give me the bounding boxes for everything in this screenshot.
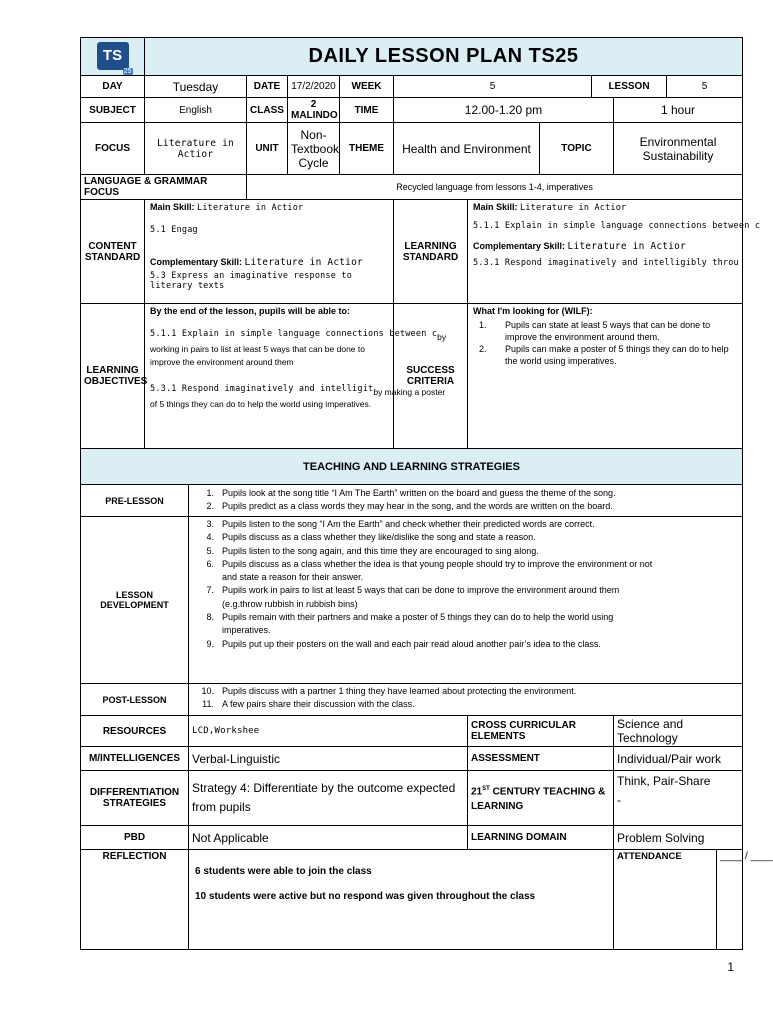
time-value: 12.00-1.20 pm (394, 98, 614, 123)
logo (81, 38, 145, 76)
wilf-heading: What I'm looking for (WILF): (473, 306, 593, 316)
cs-comp-value: Literature in Actior (244, 257, 363, 268)
duration-value: 1 hour (614, 98, 743, 123)
unit-value: Non-Textbook Cycle (288, 123, 340, 175)
list-item-continuation: (e.g.throw rubbish in rubbish bins) (222, 598, 358, 609)
cs-main-label: Main Skill: (150, 202, 195, 212)
wilf-item: Pupils can state at least 5 ways that can be done to improve the environment around them. (505, 320, 711, 342)
mi-value: Verbal-Linguistic (189, 747, 468, 771)
list-item: 9. Pupils put up their posters on the wall and each pair read aloud another pair’s idea to the class. (206, 638, 601, 649)
attendance-label: ATTENDANCE (614, 850, 717, 950)
list-item: 5. Pupils listen to the song again, and this time they are encouraged to sing along. (206, 545, 539, 556)
lesson-development-cell (189, 517, 743, 684)
list-item: 4. Pupils discuss as a class whether they like/dislike the song and state a reason. (206, 532, 536, 543)
list-item: 2. Pupils predict as a class words they may hear in the song, and the words are written on the board. (206, 501, 613, 512)
learning-objectives-label: LEARNING OBJECTIVES (81, 304, 145, 449)
ls-main-value: Literature in Actior (520, 203, 627, 213)
differentiation-label: DIFFERENTIATION STRATEGIES (81, 771, 189, 826)
learning-domain-value: Problem Solving (614, 826, 743, 850)
ls-comp-value: Literature in Actior (567, 241, 686, 252)
assessment-label: ASSESSMENT (468, 747, 614, 771)
theme-label: THEME (340, 123, 394, 175)
post-lesson-label: POST-LESSON (81, 684, 189, 716)
list-item: 1. Pupils look at the song title “I Am The Earth” written on the board and guess the theme of the song. (206, 488, 616, 498)
strategies-header: TEACHING AND LEARNING STRATEGIES (81, 449, 743, 485)
ls-main-label: Main Skill: (473, 202, 518, 212)
topic-value: Environmental Sustainability (614, 123, 743, 175)
subject-value: English (145, 98, 247, 123)
page-number: 1 (727, 960, 734, 974)
resources-label: RESOURCES (81, 716, 189, 747)
pbd-value: Not Applicable (189, 826, 468, 850)
ls-main-text: 5.1.1 Explain in simple language connections between c (473, 221, 761, 231)
lo-obj1-c: working in pairs to list at least 5 ways that can be done to improve the environment around them (150, 344, 365, 367)
content-standard-label: CONTENT STANDARD (81, 200, 145, 304)
lo-obj2-a: 5.3.1 Respond imaginatively and intelligit (150, 384, 374, 394)
list-item: 3. Pupils listen to the song “I Am the Earth” and check whether their predicted words are correct. (206, 519, 595, 529)
page-title: DAILY LESSON PLAN TS25 (145, 38, 743, 76)
reflection-line: 10 students were active but no respond was given throughout the class (195, 891, 536, 902)
logo-mark: TS (97, 42, 129, 70)
cs-main-text: 5.1 Engag (150, 225, 198, 235)
reflection-label: REFLECTION (81, 850, 189, 950)
mi-label: M/INTELLIGENCES (81, 747, 189, 771)
list-item: 11. A few pairs share their discussion with the class. (202, 699, 415, 710)
lang-focus-value: Recycled language from lessons 1-4, imperatives (247, 175, 743, 200)
class-value: 2 MALINDO (288, 98, 340, 123)
lo-obj1-a: 5.1.1 Explain in simple language connections between c (150, 329, 438, 339)
lesson-development-label: LESSON DEVELOPMENT (81, 517, 189, 684)
lo-intro: By the end of the lesson, pupils will be able to: (150, 306, 351, 316)
learning-standard-cell (468, 200, 761, 304)
day-label: DAY (81, 76, 145, 98)
lesson-value: 5 (667, 76, 743, 98)
learning-domain-label: LEARNING DOMAIN (468, 826, 614, 850)
unit-label: UNIT (247, 123, 288, 175)
lo-obj2-c: of 5 things they can do to help the world using imperatives. (150, 399, 372, 409)
c21-value: Think, Pair-Share - (614, 771, 743, 826)
wilf-item: Pupils can make a poster of 5 things they can do to help the world using imperatives. (505, 344, 729, 366)
pre-lesson-cell (189, 485, 743, 517)
pre-lesson-label: PRE-LESSON (81, 485, 189, 517)
week-value: 5 (394, 76, 592, 98)
cs-comp-text: 5.3 Express an imaginative response to literary texts (150, 271, 353, 291)
lo-obj1-b: by (437, 332, 447, 342)
attendance-value: ____ / ____ (717, 850, 743, 950)
post-lesson-cell (189, 684, 743, 716)
lesson-plan-page (80, 37, 773, 950)
lo-obj2-b: by making a poster (373, 387, 446, 397)
learning-standard-label: LEARNING STANDARD (394, 200, 468, 304)
topic-label: TOPIC (540, 123, 614, 175)
differentiation-value: Strategy 4: Differentiate by the outcome expected from pupils (189, 771, 468, 826)
cs-main-value: Literature in Actior (197, 203, 304, 213)
ls-comp-label: Complementary Skill: (473, 241, 566, 251)
resources-value: LCD,Workshee (189, 716, 468, 747)
logo-sub: 25 (123, 67, 132, 75)
lesson-plan-table (80, 37, 773, 950)
ls-comp-text: 5.3.1 Respond imaginatively and intelligibly throu (473, 258, 739, 268)
content-standard-cell (145, 200, 394, 304)
week-label: WEEK (340, 76, 394, 98)
reflection-cell (189, 850, 614, 950)
day-value: Tuesday (145, 76, 247, 98)
cce-value: Science and Technology (614, 716, 743, 747)
success-criteria-cell: What I'm looking for (WILF): 1. Pupils can state at least 5 ways that can be done to improve the environment around them. 2. Pupils can make a poster of 5 things they can do to help the world using imperatives. (468, 304, 743, 449)
list-item-continuation: and state a reason for their answer. (222, 572, 364, 583)
success-criteria-label: SUCCESS CRITERIA (394, 304, 468, 449)
assessment-value: Individual/Pair work (614, 747, 743, 771)
lang-focus-label: LANGUAGE & GRAMMAR FOCUS (81, 175, 247, 200)
list-item: 7. Pupils work in pairs to list at least 5 ways that can be done to improve the environment around them (206, 585, 620, 596)
list-item-continuation: imperatives. (222, 625, 271, 636)
reflection-line: 6 students were able to join the class (195, 866, 372, 877)
c21-label: 21ST CENTURY TEACHING & LEARNING (468, 771, 614, 826)
theme-value: Health and Environment (394, 123, 540, 175)
lesson-label: LESSON (592, 76, 667, 98)
date-label: DATE (247, 76, 288, 98)
subject-label: SUBJECT (81, 98, 145, 123)
list-item: 6. Pupils discuss as a class whether the idea is that young people should try to improve the environment or not (206, 558, 653, 569)
time-label: TIME (340, 98, 394, 123)
focus-value: Literature in Actior (145, 123, 247, 175)
class-label: CLASS (247, 98, 288, 123)
focus-label: FOCUS (81, 123, 145, 175)
pbd-label: PBD (81, 826, 189, 850)
date-value: 17/2/2020 (288, 76, 340, 98)
cs-comp-label: Complementary Skill: (150, 257, 243, 267)
list-item: 8. Pupils remain with their partners and make a poster of 5 things they can do to help the world using (206, 612, 614, 623)
cce-label: CROSS CURRICULAR ELEMENTS (468, 716, 614, 747)
list-item: 10. Pupils discuss with a partner 1 thing they have learned about protecting the environment. (201, 686, 577, 696)
